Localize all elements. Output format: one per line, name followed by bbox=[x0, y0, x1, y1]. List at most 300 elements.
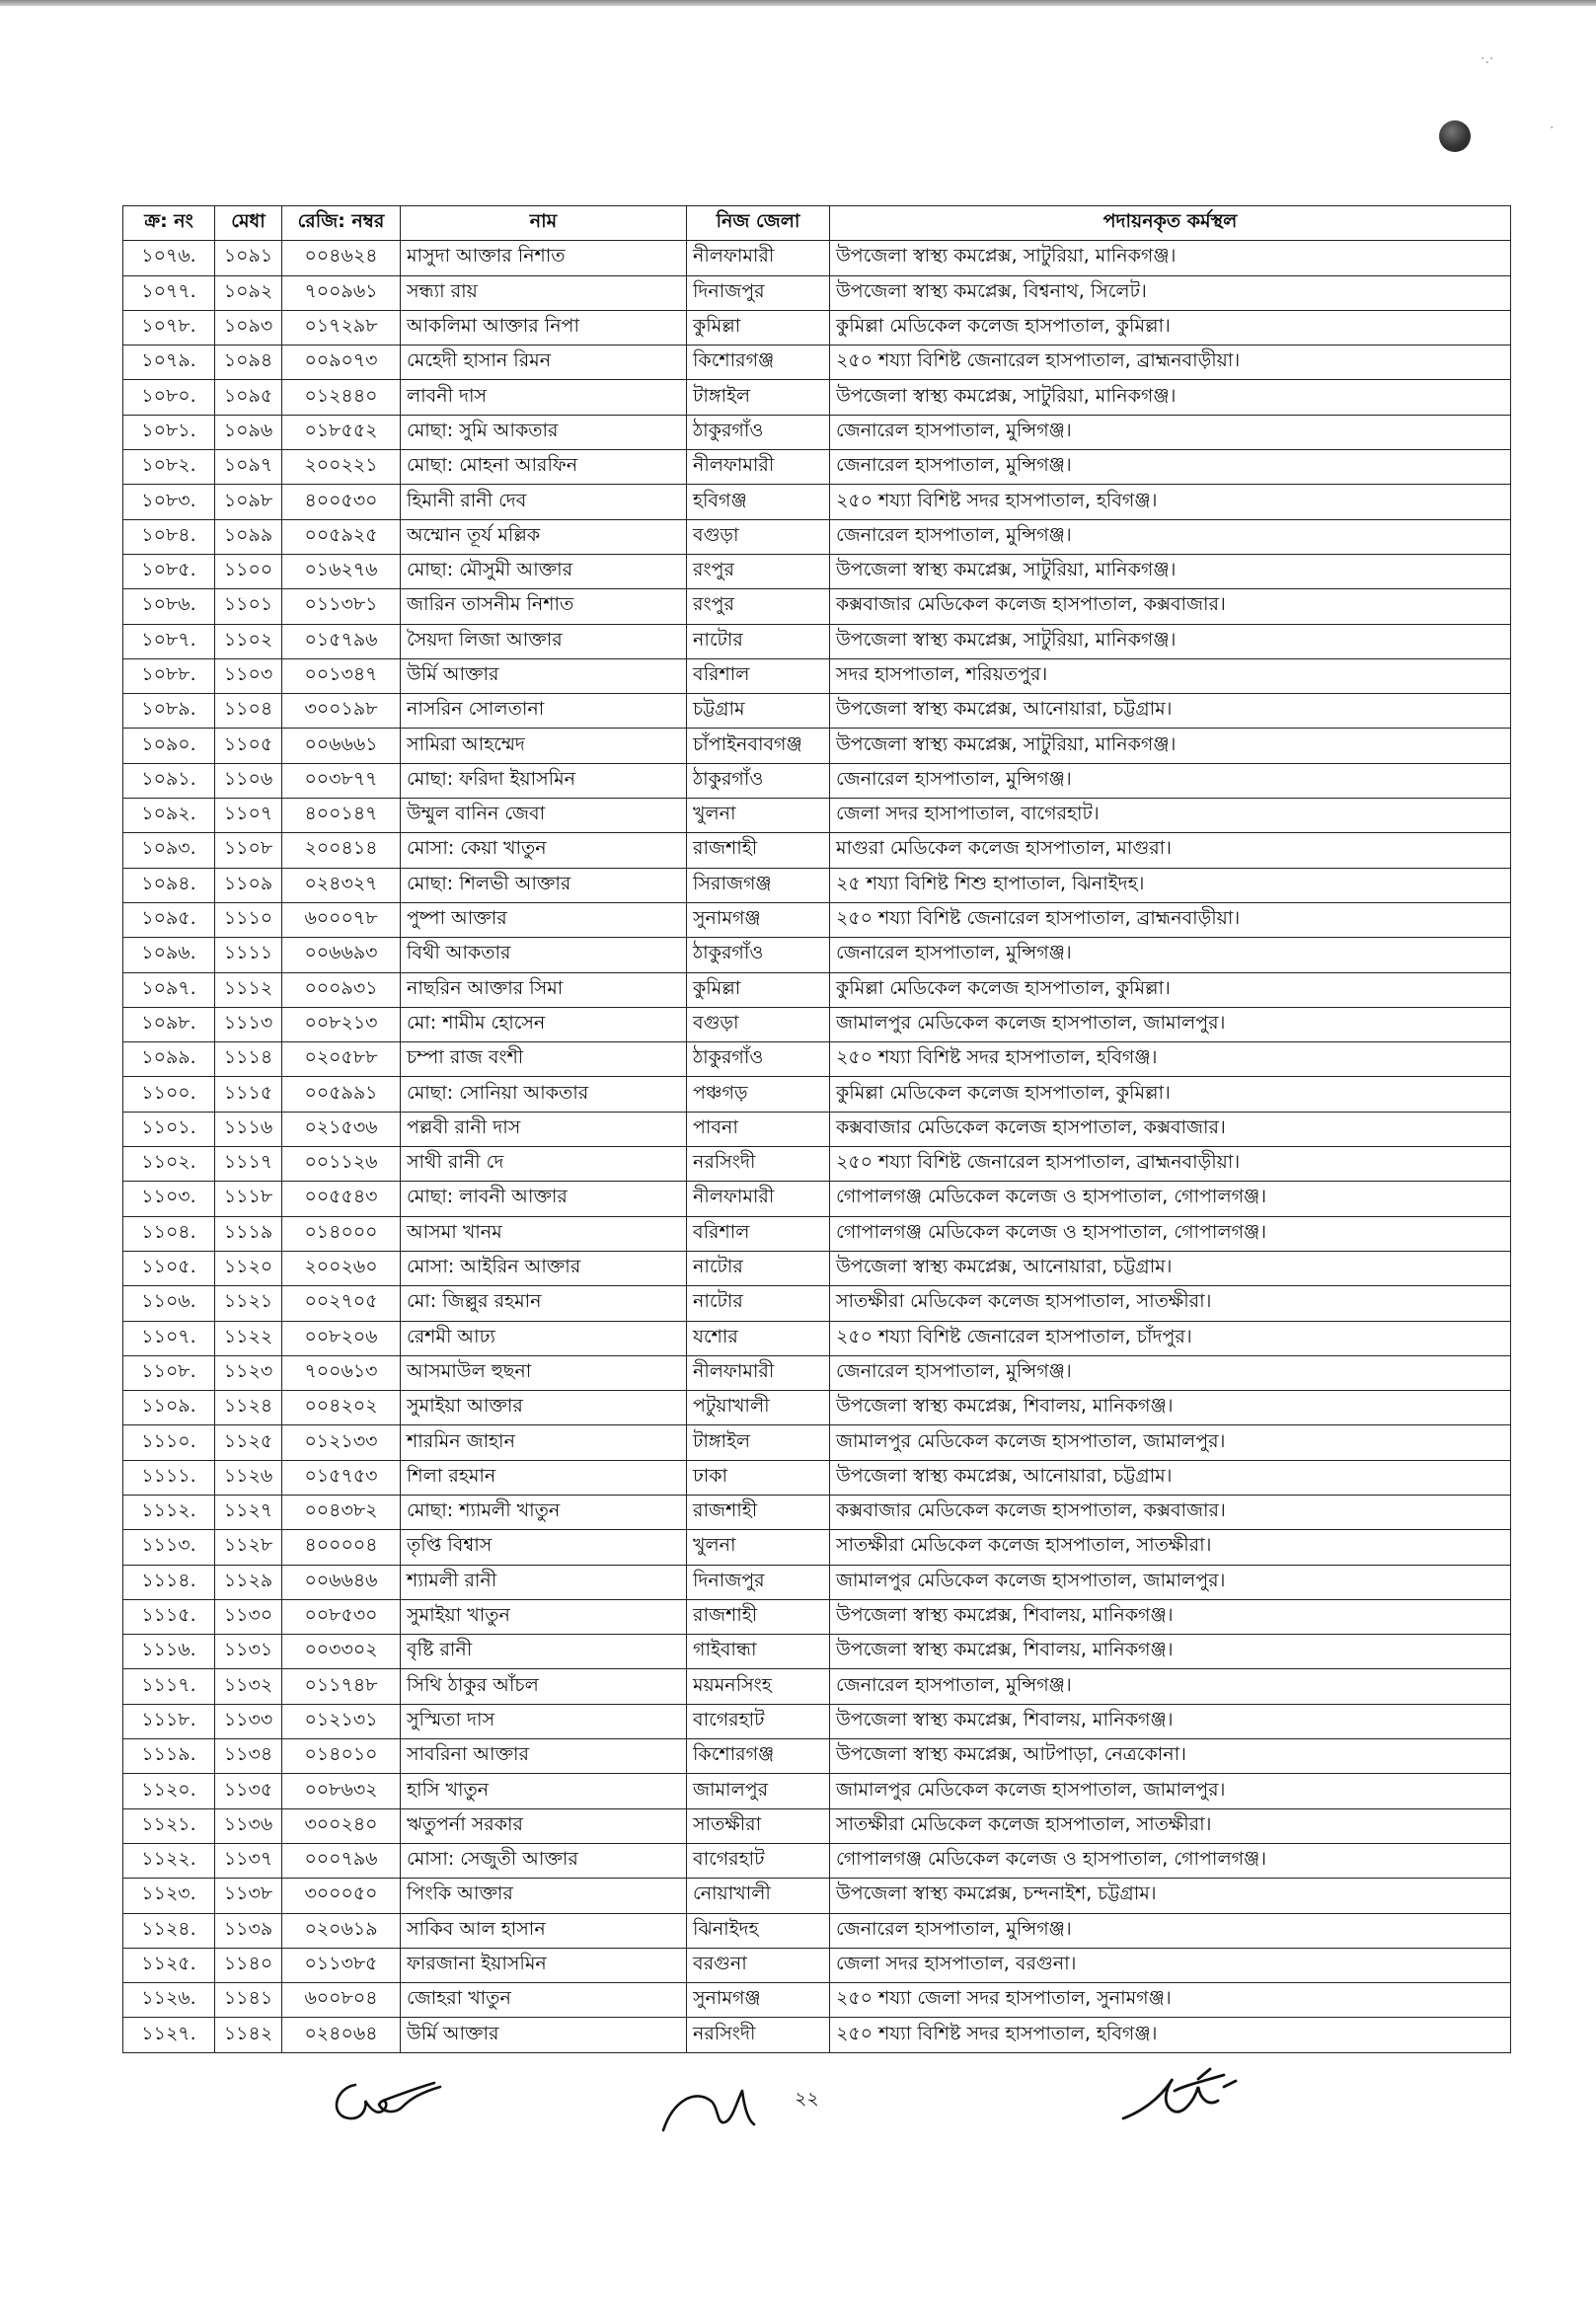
table-row bbox=[123, 1530, 1511, 1565]
punch-hole bbox=[1439, 120, 1471, 152]
cell-reg-no: ০১১৭৪৮ bbox=[282, 1669, 401, 1704]
cell-district: ময়মনসিংহ bbox=[687, 1669, 830, 1704]
cell-district: নীলফামারী bbox=[687, 241, 830, 275]
cell-merit: ১১৩৬ bbox=[215, 1808, 282, 1843]
cell-district: সাতক্ষীরা bbox=[687, 1808, 830, 1843]
cell-name: সুস্মিতা দাস bbox=[401, 1704, 687, 1738]
cell-serial: ১০৮৬. bbox=[123, 589, 215, 624]
cell-reg-no: ০১১৩৮১ bbox=[282, 589, 401, 624]
cell-name: নাসরিন সোলতানা bbox=[401, 694, 687, 729]
cell-merit: ১১০৬ bbox=[215, 763, 282, 798]
cell-reg-no: ০০০৭৯৬ bbox=[282, 1843, 401, 1878]
cell-serial: ১০৮৭. bbox=[123, 624, 215, 658]
cell-posting: কুমিল্লা মেডিকেল কলেজ হাসপাতাল, কুমিল্লা। bbox=[830, 1077, 1511, 1112]
cell-reg-no: ০২০৬১৯ bbox=[282, 1913, 401, 1948]
cell-merit: ১০৯৫ bbox=[215, 380, 282, 415]
cell-name: চম্পা রাজ বংশী bbox=[401, 1042, 687, 1077]
cell-merit: ১০৯৬ bbox=[215, 415, 282, 449]
cell-serial: ১০৭৯. bbox=[123, 346, 215, 380]
cell-merit: ১১২১ bbox=[215, 1286, 282, 1321]
cell-name: মোছা: মৌসুমী আক্তার bbox=[401, 554, 687, 588]
cell-serial: ১০৯৯. bbox=[123, 1042, 215, 1077]
cell-name: আসমা খানম bbox=[401, 1216, 687, 1251]
cell-district: বগুড়া bbox=[687, 519, 830, 554]
cell-posting: জামালপুর মেডিকেল কলেজ হাসপাতাল, জামালপুর। bbox=[830, 1425, 1511, 1460]
cell-district: বরিশাল bbox=[687, 658, 830, 693]
cell-merit: ১০৯১ bbox=[215, 241, 282, 275]
table-row bbox=[123, 902, 1511, 937]
cell-name: সামিরা আহম্মেদ bbox=[401, 729, 687, 763]
cell-name: সিথি ঠাকুর আঁচল bbox=[401, 1669, 687, 1704]
cell-reg-no: ০২৪০৬৪ bbox=[282, 2018, 401, 2052]
cell-district: কিশোরগঞ্জ bbox=[687, 1739, 830, 1774]
table-row bbox=[123, 1808, 1511, 1843]
cell-posting: ২৫০ শয্যা বিশিষ্ট জেনারেল হাসপাতাল, ব্রাহ্মনবাড়ীয়া। bbox=[830, 902, 1511, 937]
cell-district: খুলনা bbox=[687, 799, 830, 833]
cell-posting: জেনারেল হাসপাতাল, মুন্সিগঞ্জ। bbox=[830, 1913, 1511, 1948]
cell-posting: সাতক্ষীরা মেডিকেল কলেজ হাসপাতাল, সাতক্ষীরা। bbox=[830, 1530, 1511, 1565]
table-row bbox=[123, 310, 1511, 345]
scan-speck: ·.· bbox=[1481, 51, 1494, 67]
cell-district: নীলফামারী bbox=[687, 1182, 830, 1216]
cell-serial: ১১২৩. bbox=[123, 1879, 215, 1913]
cell-reg-no: ০১৭২৯৮ bbox=[282, 310, 401, 345]
cell-district: পাবনা bbox=[687, 1112, 830, 1146]
posting-table bbox=[122, 205, 1511, 2053]
cell-name: বৃষ্টি রানী bbox=[401, 1635, 687, 1669]
cell-district: কুমিল্লা bbox=[687, 310, 830, 345]
cell-reg-no: ০১৮৫৫২ bbox=[282, 415, 401, 449]
cell-district: বাগেরহাট bbox=[687, 1704, 830, 1738]
cell-reg-no: ০২০৫৮৮ bbox=[282, 1042, 401, 1077]
cell-posting: ২৫০ শয্যা বিশিষ্ট জেনারেল হাসপাতাল, চাঁদপুর। bbox=[830, 1321, 1511, 1355]
cell-posting: ২৫০ শয্যা বিশিষ্ট সদর হাসপাতাল, হবিগঞ্জ। bbox=[830, 1042, 1511, 1077]
cell-name: আকলিমা আক্তার নিপা bbox=[401, 310, 687, 345]
cell-reg-no: ০০৫৯২৫ bbox=[282, 519, 401, 554]
cell-posting: কক্সবাজার মেডিকেল কলেজ হাসপাতাল, কক্সবাজার। bbox=[830, 1112, 1511, 1146]
cell-serial: ১১০৭. bbox=[123, 1321, 215, 1355]
cell-reg-no: ০১২১৩১ bbox=[282, 1704, 401, 1738]
cell-serial: ১১০১. bbox=[123, 1112, 215, 1146]
cell-reg-no: ০০৪২০২ bbox=[282, 1391, 401, 1425]
header-serial: ক্র: নং bbox=[123, 206, 215, 241]
cell-name: সুমাইয়া আক্তার bbox=[401, 1391, 687, 1425]
cell-name: উর্মি আক্তার bbox=[401, 658, 687, 693]
table-row bbox=[123, 1147, 1511, 1182]
cell-name: মেহেদী হাসান রিমন bbox=[401, 346, 687, 380]
cell-district: ঝিনাইদহ bbox=[687, 1913, 830, 1948]
cell-merit: ১১০৪ bbox=[215, 694, 282, 729]
cell-serial: ১১২৪. bbox=[123, 1913, 215, 1948]
cell-posting: ২৫০ শয্যা বিশিষ্ট সদর হাসপাতাল, হবিগঞ্জ। bbox=[830, 2018, 1511, 2052]
cell-merit: ১০৯৭ bbox=[215, 450, 282, 485]
cell-merit: ১১৩৫ bbox=[215, 1774, 282, 1808]
cell-reg-no: ০০০৯৩১ bbox=[282, 972, 401, 1007]
cell-merit: ১১১৩ bbox=[215, 1007, 282, 1041]
cell-reg-no: ০১৪০১০ bbox=[282, 1739, 401, 1774]
table-row bbox=[123, 729, 1511, 763]
cell-merit: ১১০০ bbox=[215, 554, 282, 588]
cell-serial: ১১০২. bbox=[123, 1147, 215, 1182]
table-row bbox=[123, 485, 1511, 519]
cell-name: মো: শামীম হোসেন bbox=[401, 1007, 687, 1041]
cell-serial: ১০৯৪. bbox=[123, 868, 215, 902]
cell-reg-no: ০০৬৬৯৩ bbox=[282, 938, 401, 972]
table-row bbox=[123, 1739, 1511, 1774]
cell-merit: ১১৩৩ bbox=[215, 1704, 282, 1738]
cell-reg-no: ০০৬৬৪৬ bbox=[282, 1565, 401, 1599]
cell-merit: ১১১৭ bbox=[215, 1147, 282, 1182]
cell-serial: ১১২০. bbox=[123, 1774, 215, 1808]
cell-serial: ১০৯৭. bbox=[123, 972, 215, 1007]
cell-serial: ১০৯৩. bbox=[123, 833, 215, 868]
cell-name: পল্লবী রানী দাস bbox=[401, 1112, 687, 1146]
signature-left bbox=[324, 2071, 452, 2130]
cell-posting: কুমিল্লা মেডিকেল কলেজ হাসপাতাল, কুমিল্লা। bbox=[830, 972, 1511, 1007]
cell-serial: ১০৭৬. bbox=[123, 241, 215, 275]
cell-name: শ্যামলী রানী bbox=[401, 1565, 687, 1599]
scan-top-edge bbox=[0, 0, 1596, 6]
cell-name: পিংকি আক্তার bbox=[401, 1879, 687, 1913]
cell-posting: সদর হাসপাতাল, শরিয়তপুর। bbox=[830, 658, 1511, 693]
cell-merit: ১১৩৭ bbox=[215, 1843, 282, 1878]
cell-merit: ১১০১ bbox=[215, 589, 282, 624]
cell-name: সাথী রানী দে bbox=[401, 1147, 687, 1182]
cell-posting: উপজেলা স্বাস্থ্য কমপ্লেক্স, সাটুরিয়া, মানিকগঞ্জ। bbox=[830, 554, 1511, 588]
cell-district: কিশোরগঞ্জ bbox=[687, 346, 830, 380]
cell-district: নাটোর bbox=[687, 1286, 830, 1321]
cell-posting: উপজেলা স্বাস্থ্য কমপ্লেক্স, আনোয়ারা, চট্টগ্রাম। bbox=[830, 694, 1511, 729]
cell-posting: উপজেলা স্বাস্থ্য কমপ্লেক্স, চন্দনাইশ, চট্টগ্রাম। bbox=[830, 1879, 1511, 1913]
cell-reg-no: ২০০২২১ bbox=[282, 450, 401, 485]
cell-reg-no: ০০৮৬৩২ bbox=[282, 1774, 401, 1808]
cell-posting: জেনারেল হাসপাতাল, মুন্সিগঞ্জ। bbox=[830, 519, 1511, 554]
cell-merit: ১১২৭ bbox=[215, 1495, 282, 1529]
cell-name: মোছা: মোহনা আরফিন bbox=[401, 450, 687, 485]
table-row bbox=[123, 2018, 1511, 2052]
cell-district: কুমিল্লা bbox=[687, 972, 830, 1007]
cell-merit: ১১৩২ bbox=[215, 1669, 282, 1704]
cell-serial: ১১১১. bbox=[123, 1460, 215, 1495]
table-row bbox=[123, 1042, 1511, 1077]
table-row bbox=[123, 624, 1511, 658]
cell-serial: ১১১৬. bbox=[123, 1635, 215, 1669]
cell-reg-no: ৭০০৬১৩ bbox=[282, 1355, 401, 1390]
cell-merit: ১১২৯ bbox=[215, 1565, 282, 1599]
cell-serial: ১০৯৬. bbox=[123, 938, 215, 972]
cell-merit: ১১৩১ bbox=[215, 1635, 282, 1669]
table-row bbox=[123, 799, 1511, 833]
cell-posting: কক্সবাজার মেডিকেল কলেজ হাসপাতাল, কক্সবাজার। bbox=[830, 1495, 1511, 1529]
table-row bbox=[123, 1843, 1511, 1878]
page-number: ২২ bbox=[795, 2088, 819, 2110]
cell-district: পটুয়াখালী bbox=[687, 1391, 830, 1425]
cell-merit: ১১০৯ bbox=[215, 868, 282, 902]
cell-merit: ১১৩৪ bbox=[215, 1739, 282, 1774]
cell-posting: গোপালগঞ্জ মেডিকেল কলেজ ও হাসপাতাল, গোপালগঞ্জ। bbox=[830, 1216, 1511, 1251]
cell-serial: ১০৮১. bbox=[123, 415, 215, 449]
cell-name: মোছা: শ্যামলী খাতুন bbox=[401, 1495, 687, 1529]
cell-district: বাগেরহাট bbox=[687, 1843, 830, 1878]
table-row bbox=[123, 1983, 1511, 2018]
cell-reg-no: ০০৫৫৪৩ bbox=[282, 1182, 401, 1216]
cell-name: মো: জিল্লুর রহমান bbox=[401, 1286, 687, 1321]
cell-reg-no: ৪০০০০৪ bbox=[282, 1530, 401, 1565]
header-district: নিজ জেলা bbox=[687, 206, 830, 241]
cell-posting: ২৫০ শয্যা জেলা সদর হাসপাতাল, সুনামগঞ্জ। bbox=[830, 1983, 1511, 2018]
cell-name: নাছরিন আক্তার সিমা bbox=[401, 972, 687, 1007]
cell-merit: ১১১১ bbox=[215, 938, 282, 972]
cell-posting: জেনারেল হাসপাতাল, মুন্সিগঞ্জ। bbox=[830, 938, 1511, 972]
cell-posting: জামালপুর মেডিকেল কলেজ হাসপাতাল, জামালপুর। bbox=[830, 1007, 1511, 1041]
signature-right bbox=[1115, 2061, 1254, 2130]
cell-name: ফারজানা ইয়াসমিন bbox=[401, 1948, 687, 1982]
cell-reg-no: ০১১৩৮৫ bbox=[282, 1948, 401, 1982]
cell-name: জারিন তাসনীম নিশাত bbox=[401, 589, 687, 624]
cell-merit: ১১২২ bbox=[215, 1321, 282, 1355]
cell-merit: ১১৩৮ bbox=[215, 1879, 282, 1913]
cell-merit: ১০৯৩ bbox=[215, 310, 282, 345]
cell-name: মোছা: লাবনী আক্তার bbox=[401, 1182, 687, 1216]
cell-district: রাজশাহী bbox=[687, 833, 830, 868]
cell-reg-no: ৭০০৯৬১ bbox=[282, 275, 401, 310]
cell-district: রংপুর bbox=[687, 554, 830, 588]
cell-posting: কুমিল্লা মেডিকেল কলেজ হাসপাতাল, কুমিল্লা। bbox=[830, 310, 1511, 345]
cell-serial: ১১০৯. bbox=[123, 1391, 215, 1425]
table-row bbox=[123, 1879, 1511, 1913]
cell-district: চট্টগ্রাম bbox=[687, 694, 830, 729]
cell-reg-no: ০০৮২১৩ bbox=[282, 1007, 401, 1041]
table-row bbox=[123, 868, 1511, 902]
header-posting: পদায়নকৃত কর্মস্থল bbox=[830, 206, 1511, 241]
cell-serial: ১০৭৭. bbox=[123, 275, 215, 310]
cell-district: সুনামগঞ্জ bbox=[687, 1983, 830, 2018]
cell-reg-no: ০২৪৩২৭ bbox=[282, 868, 401, 902]
cell-name: আসমাউল হুছনা bbox=[401, 1355, 687, 1390]
cell-district: ঢাকা bbox=[687, 1460, 830, 1495]
cell-district: নীলফামারী bbox=[687, 1355, 830, 1390]
table-row bbox=[123, 1251, 1511, 1285]
cell-serial: ১০৮৯. bbox=[123, 694, 215, 729]
cell-reg-no: ৬০০৮০৪ bbox=[282, 1983, 401, 2018]
table-row bbox=[123, 275, 1511, 310]
cell-district: দিনাজপুর bbox=[687, 275, 830, 310]
cell-name: সাকিব আল হাসান bbox=[401, 1913, 687, 1948]
cell-merit: ১১১৬ bbox=[215, 1112, 282, 1146]
table-row bbox=[123, 1948, 1511, 1982]
table-row bbox=[123, 1704, 1511, 1738]
cell-serial: ১১১২. bbox=[123, 1495, 215, 1529]
cell-reg-no: ০০১৩৪৭ bbox=[282, 658, 401, 693]
table-row bbox=[123, 1007, 1511, 1041]
cell-name: উর্মি আক্তার bbox=[401, 2018, 687, 2052]
cell-serial: ১১১৭. bbox=[123, 1669, 215, 1704]
cell-district: বগুড়া bbox=[687, 1007, 830, 1041]
cell-name: মোছা: শিলভী আক্তার bbox=[401, 868, 687, 902]
cell-posting: ২৫০ শয্যা বিশিষ্ট সদর হাসপাতাল, হবিগঞ্জ। bbox=[830, 485, 1511, 519]
cell-serial: ১১০৫. bbox=[123, 1251, 215, 1285]
header-reg-no: রেজি: নম্বর bbox=[282, 206, 401, 241]
cell-merit: ১১১৪ bbox=[215, 1042, 282, 1077]
cell-name: তৃপ্তি বিশ্বাস bbox=[401, 1530, 687, 1565]
cell-district: বরগুনা bbox=[687, 1948, 830, 1982]
cell-district: নাটোর bbox=[687, 1251, 830, 1285]
cell-name: শিলা রহমান bbox=[401, 1460, 687, 1495]
table-row bbox=[123, 589, 1511, 624]
cell-reg-no: ০১২১৩৩ bbox=[282, 1425, 401, 1460]
cell-district: রাজশাহী bbox=[687, 1599, 830, 1634]
cell-reg-no: ০১৬২৭৬ bbox=[282, 554, 401, 588]
cell-merit: ১১০২ bbox=[215, 624, 282, 658]
cell-district: নোয়াখালী bbox=[687, 1879, 830, 1913]
cell-name: সৈয়দা লিজা আক্তার bbox=[401, 624, 687, 658]
cell-serial: ১০৯০. bbox=[123, 729, 215, 763]
cell-serial: ১১০০. bbox=[123, 1077, 215, 1112]
table-row bbox=[123, 694, 1511, 729]
cell-district: গাইবান্ধা bbox=[687, 1635, 830, 1669]
cell-reg-no: ০০৮২০৬ bbox=[282, 1321, 401, 1355]
cell-serial: ১০৯৮. bbox=[123, 1007, 215, 1041]
table-row bbox=[123, 1391, 1511, 1425]
cell-name: হিমানী রানী দেব bbox=[401, 485, 687, 519]
cell-serial: ১০৮৪. bbox=[123, 519, 215, 554]
cell-reg-no: ০১৫৭৯৬ bbox=[282, 624, 401, 658]
cell-name: মোসা: আইরিন আক্তার bbox=[401, 1251, 687, 1285]
table-row bbox=[123, 1182, 1511, 1216]
cell-posting: মাগুরা মেডিকেল কলেজ হাসপাতাল, মাগুরা। bbox=[830, 833, 1511, 868]
cell-district: সুনামগঞ্জ bbox=[687, 902, 830, 937]
cell-district: রংপুর bbox=[687, 589, 830, 624]
cell-merit: ১১১০ bbox=[215, 902, 282, 937]
cell-merit: ১১১৮ bbox=[215, 1182, 282, 1216]
cell-posting: গোপালগঞ্জ মেডিকেল কলেজ ও হাসপাতাল, গোপালগঞ্জ। bbox=[830, 1843, 1511, 1878]
table-row bbox=[123, 519, 1511, 554]
cell-reg-no: ০০৮৫৩০ bbox=[282, 1599, 401, 1634]
cell-serial: ১১১৪. bbox=[123, 1565, 215, 1599]
cell-merit: ১১২৬ bbox=[215, 1460, 282, 1495]
table-row bbox=[123, 938, 1511, 972]
cell-serial: ১১১৮. bbox=[123, 1704, 215, 1738]
cell-posting: উপজেলা স্বাস্থ্য কমপ্লেক্স, আনোয়ারা, চট্টগ্রাম। bbox=[830, 1251, 1511, 1285]
cell-posting: উপজেলা স্বাস্থ্য কমপ্লেক্স, সাটুরিয়া, মানিকগঞ্জ। bbox=[830, 241, 1511, 275]
cell-posting: জেলা সদর হাসাপাতাল, বাগেরহাট। bbox=[830, 799, 1511, 833]
cell-posting: জামালপুর মেডিকেল কলেজ হাসপাতাল, জামালপুর। bbox=[830, 1565, 1511, 1599]
cell-serial: ১০৯২. bbox=[123, 799, 215, 833]
cell-merit: ১১২৮ bbox=[215, 1530, 282, 1565]
cell-serial: ১০৮৩. bbox=[123, 485, 215, 519]
cell-district: রাজশাহী bbox=[687, 1495, 830, 1529]
cell-serial: ১০৯৫. bbox=[123, 902, 215, 937]
cell-merit: ১১৩৯ bbox=[215, 1913, 282, 1948]
cell-merit: ১০৯৮ bbox=[215, 485, 282, 519]
header-merit: মেধা bbox=[215, 206, 282, 241]
cell-name: মোছা: সুমি আকতার bbox=[401, 415, 687, 449]
cell-name: অম্মোন তূর্য মল্লিক bbox=[401, 519, 687, 554]
cell-serial: ১১১০. bbox=[123, 1425, 215, 1460]
cell-name: মোছা: ফরিদা ইয়াসমিন bbox=[401, 763, 687, 798]
cell-district: ঠাকুরগাঁও bbox=[687, 1042, 830, 1077]
cell-district: জামালপুর bbox=[687, 1774, 830, 1808]
cell-district: দিনাজপুর bbox=[687, 1565, 830, 1599]
cell-posting: জেনারেল হাসপাতাল, মুন্সিগঞ্জ। bbox=[830, 763, 1511, 798]
cell-name: হাসি খাতুন bbox=[401, 1774, 687, 1808]
cell-posting: উপজেলা স্বাস্থ্য কমপ্লেক্স, শিবালয়, মানিকগঞ্জ। bbox=[830, 1635, 1511, 1669]
cell-district: ঠাকুরগাঁও bbox=[687, 938, 830, 972]
cell-reg-no: ৬০০০৭৮ bbox=[282, 902, 401, 937]
cell-posting: জেনারেল হাসপাতাল, মুন্সিগঞ্জ। bbox=[830, 450, 1511, 485]
cell-posting: সাতক্ষীরা মেডিকেল কলেজ হাসপাতাল, সাতক্ষীরা। bbox=[830, 1286, 1511, 1321]
table-row bbox=[123, 1599, 1511, 1634]
cell-reg-no: ০০২৭০৫ bbox=[282, 1286, 401, 1321]
cell-serial: ১১২৭. bbox=[123, 2018, 215, 2052]
cell-posting: উপজেলা স্বাস্থ্য কমপ্লেক্স, শিবালয়, মানিকগঞ্জ। bbox=[830, 1599, 1511, 1634]
table-row bbox=[123, 972, 1511, 1007]
cell-serial: ১০৮০. bbox=[123, 380, 215, 415]
table-row bbox=[123, 763, 1511, 798]
cell-name: ঋতুপর্না সরকার bbox=[401, 1808, 687, 1843]
cell-posting: উপজেলা স্বাস্থ্য কমপ্লেক্স, সাটুরিয়া, মানিকগঞ্জ। bbox=[830, 729, 1511, 763]
cell-serial: ১১১৩. bbox=[123, 1530, 215, 1565]
cell-serial: ১১২১. bbox=[123, 1808, 215, 1843]
cell-serial: ১০৮৮. bbox=[123, 658, 215, 693]
cell-name: লাবনী দাস bbox=[401, 380, 687, 415]
table-row bbox=[123, 1774, 1511, 1808]
cell-posting: জেনারেল হাসপাতাল, মুন্সিগঞ্জ। bbox=[830, 1355, 1511, 1390]
table-row bbox=[123, 1913, 1511, 1948]
cell-reg-no: ০০৫৯৯১ bbox=[282, 1077, 401, 1112]
cell-reg-no: ৪০০১৪৭ bbox=[282, 799, 401, 833]
cell-posting: ২৫০ শয্যা বিশিষ্ট জেনারেল হাসপাতাল, ব্রাহ্মনবাড়ীয়া। bbox=[830, 1147, 1511, 1182]
table-row bbox=[123, 1286, 1511, 1321]
table-header-row bbox=[123, 206, 1511, 241]
cell-posting: ২৫০ শয্যা বিশিষ্ট জেনারেল হাসপাতাল, ব্রাহ্মনবাড়ীয়া। bbox=[830, 346, 1511, 380]
cell-reg-no: ০০৪৬২৪ bbox=[282, 241, 401, 275]
cell-posting: উপজেলা স্বাস্থ্য কমপ্লেক্স, সাটুরিয়া, মানিকগঞ্জ। bbox=[830, 380, 1511, 415]
cell-merit: ১১৪১ bbox=[215, 1983, 282, 2018]
cell-posting: উপজেলা স্বাস্থ্য কমপ্লেক্স, সাটুরিয়া, মানিকগঞ্জ। bbox=[830, 624, 1511, 658]
cell-merit: ১১৪০ bbox=[215, 1948, 282, 1982]
cell-district: বরিশাল bbox=[687, 1216, 830, 1251]
cell-merit: ১০৯৯ bbox=[215, 519, 282, 554]
cell-district: নাটোর bbox=[687, 624, 830, 658]
cell-reg-no: ২০০২৬০ bbox=[282, 1251, 401, 1285]
cell-district: খুলনা bbox=[687, 1530, 830, 1565]
table-row bbox=[123, 415, 1511, 449]
cell-district: টাঙ্গাইল bbox=[687, 380, 830, 415]
cell-serial: ১০৮২. bbox=[123, 450, 215, 485]
cell-serial: ১০৯১. bbox=[123, 763, 215, 798]
cell-name: উম্মুল বানিন জেবা bbox=[401, 799, 687, 833]
cell-merit: ১১২৩ bbox=[215, 1355, 282, 1390]
cell-serial: ১১১৯. bbox=[123, 1739, 215, 1774]
cell-merit: ১১১৫ bbox=[215, 1077, 282, 1112]
table-row bbox=[123, 833, 1511, 868]
table-row bbox=[123, 658, 1511, 693]
table-row bbox=[123, 1216, 1511, 1251]
cell-merit: ১১০৮ bbox=[215, 833, 282, 868]
cell-name: মাসুদা আক্তার নিশাত bbox=[401, 241, 687, 275]
header-name: নাম bbox=[401, 206, 687, 241]
cell-name: রেশমী আঢ্য bbox=[401, 1321, 687, 1355]
cell-name: জোহরা খাতুন bbox=[401, 1983, 687, 2018]
cell-name: সন্ধ্যা রায় bbox=[401, 275, 687, 310]
cell-reg-no: ০১২৪৪০ bbox=[282, 380, 401, 415]
table-row bbox=[123, 346, 1511, 380]
cell-district: টাঙ্গাইল bbox=[687, 1425, 830, 1460]
table-row bbox=[123, 1077, 1511, 1112]
cell-serial: ১১০৮. bbox=[123, 1355, 215, 1390]
cell-serial: ১১২৫. bbox=[123, 1948, 215, 1982]
